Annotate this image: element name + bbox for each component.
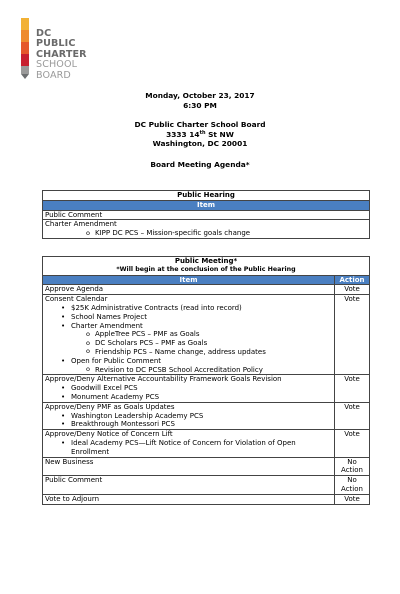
- list-item: o Revision to DC PCSB School Accreditation Policy: [45, 366, 332, 375]
- hearing-item-header: Item: [43, 200, 370, 210]
- meeting-action: Vote: [335, 430, 370, 457]
- logo-wordmark: [36, 29, 87, 81]
- action-line: Action: [341, 484, 363, 493]
- meeting-item-header: Item: [43, 275, 335, 285]
- table-row: [43, 375, 370, 402]
- street-address: 3333 14th St NW: [166, 129, 234, 139]
- meeting-time: 6:30 PM: [183, 100, 217, 110]
- meeting-action-header: Action: [335, 275, 370, 285]
- table-row: [43, 210, 370, 220]
- city-line: Washington, DC 20001: [152, 139, 248, 148]
- meeting-action: [335, 457, 370, 476]
- dc-pcsb-logo: [21, 18, 101, 80]
- table-row: [43, 476, 370, 495]
- public-meeting-title-cell: [43, 257, 370, 276]
- public-meeting-title: Public Meeting*: [174, 257, 238, 265]
- logo-line-charter: CHARTER: [36, 48, 87, 60]
- meeting-action: Vote: [335, 402, 370, 429]
- meeting-action: Vote: [335, 375, 370, 402]
- meeting-item: Approve/Deny Notice of Concern Lift: [45, 430, 173, 439]
- list-item: • Open for Public Comment: [45, 357, 332, 366]
- pencil-logo-icon: [21, 18, 29, 78]
- list-item: • Monument Academy PCS: [45, 393, 332, 402]
- logo-line-dc: DC: [36, 28, 52, 39]
- meeting-item: Public Comment: [43, 476, 335, 495]
- table-row: [43, 402, 370, 429]
- meeting-datetime: [0, 91, 400, 110]
- meeting-action: Vote: [335, 494, 370, 504]
- meeting-item: Vote to Adjourn: [43, 494, 335, 504]
- agenda-title: Board Meeting Agenda*: [150, 160, 250, 169]
- meeting-action: Vote: [335, 295, 370, 375]
- action-line: Action: [341, 466, 363, 475]
- table-row: [43, 494, 370, 504]
- logo-line-school: SCHOOL: [36, 59, 78, 71]
- list-item: • Goodwill Excel PCS: [45, 384, 332, 393]
- public-hearing-table: [42, 190, 370, 239]
- meeting-item: Approve/Deny PMF as Goals Updates: [45, 402, 175, 411]
- hearing-item: Public Comment: [43, 210, 370, 220]
- table-row: [43, 295, 370, 375]
- public-meeting-subtitle: *Will begin at the conclusion of the Public Hearing: [116, 265, 296, 273]
- table-row: [43, 457, 370, 476]
- list-item: o KIPP DC PCS – Mission-specific goals change: [45, 229, 367, 238]
- meeting-item: Consent Calendar: [45, 295, 108, 304]
- action-line: No: [347, 457, 357, 466]
- org-name: DC Public Charter School Board: [134, 120, 266, 129]
- meeting-action: [335, 476, 370, 495]
- action-line: No: [347, 476, 357, 485]
- list-item: • Breakthrough Montessori PCS: [45, 420, 332, 429]
- list-item: • $25K Administrative Contracts (read into record): [45, 304, 332, 313]
- logo-line-board: BOARD: [36, 69, 71, 81]
- table-row: [43, 430, 370, 457]
- list-item: o DC Scholars PCS – PMF as Goals: [45, 339, 332, 348]
- meeting-item: New Business: [43, 457, 335, 476]
- list-item: • School Names Project: [45, 313, 332, 322]
- meeting-item: Approve/Deny Alternative Accountability Framework Goals Revision: [45, 375, 282, 384]
- table-row: [43, 220, 370, 239]
- list-item: o AppleTree PCS – PMF as Goals: [45, 330, 332, 339]
- logo-line-public: PUBLIC: [36, 38, 76, 50]
- list-item: • Washington Leadership Academy PCS: [45, 412, 332, 421]
- public-hearing-title: Public Hearing: [43, 191, 370, 201]
- hearing-item: Charter Amendment: [45, 220, 117, 229]
- meeting-location: [0, 120, 400, 149]
- meeting-action: Vote: [335, 285, 370, 295]
- list-item: • Charter Amendment: [45, 322, 332, 331]
- list-item: • Ideal Academy PCS—Lift Notice of Concern for Violation of Open Enrollment: [45, 439, 332, 457]
- meeting-date: Monday, October 23, 2017: [145, 91, 255, 100]
- public-meeting-table: [42, 256, 370, 505]
- meeting-item: Approve Agenda: [43, 285, 335, 295]
- table-row: [43, 285, 370, 295]
- list-item: o Friendship PCS – Name change, address updates: [45, 348, 332, 357]
